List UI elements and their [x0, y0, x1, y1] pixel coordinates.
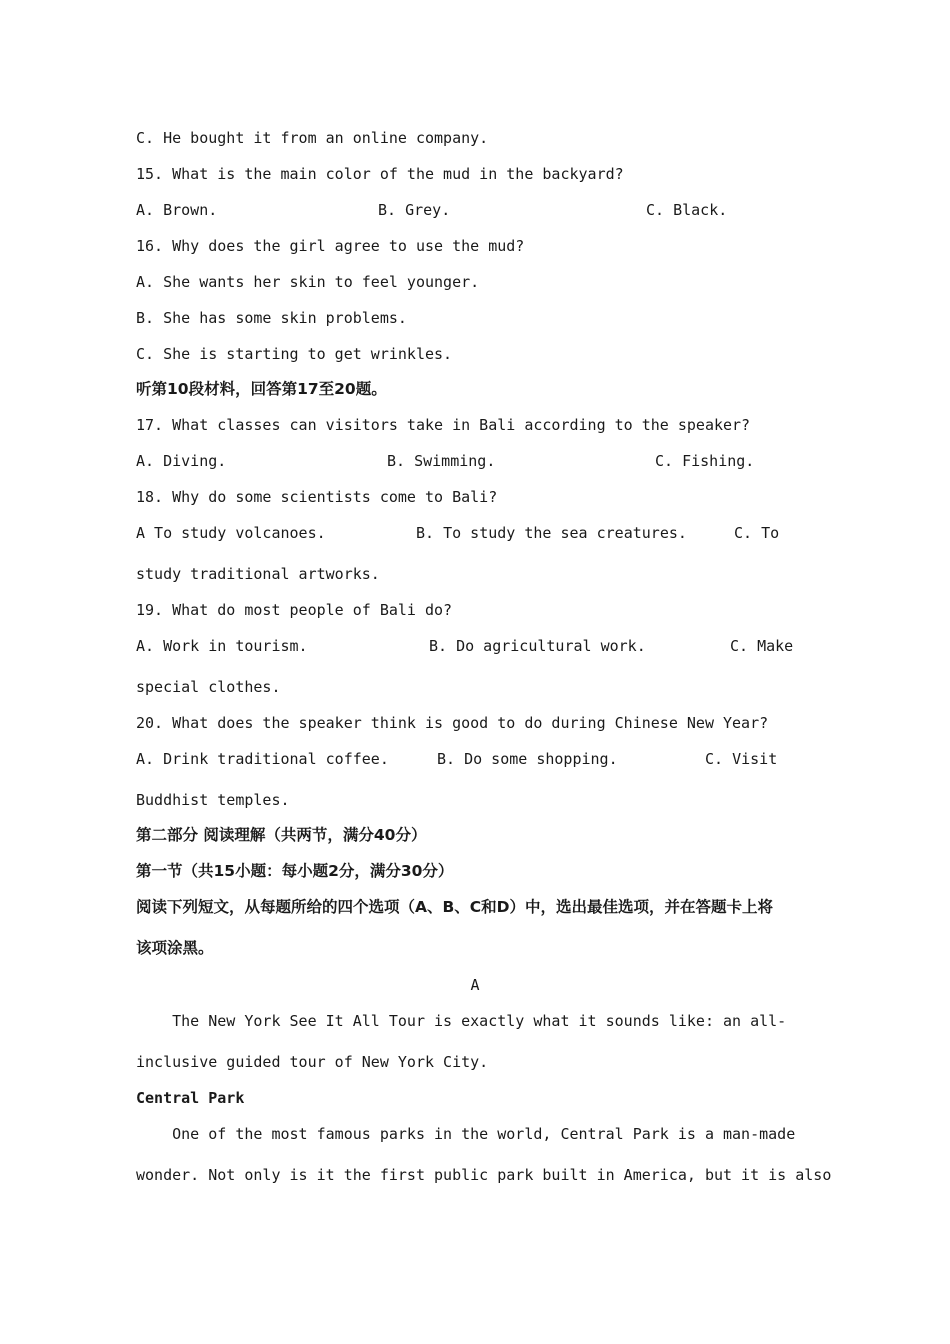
q18-option-c: C. To — [734, 524, 780, 542]
q16-option-c: C. She is starting to get wrinkles. — [136, 345, 453, 363]
part2-instruction-line1: 阅读下列短文，从每题所给的四个选项（A、B、C和D）中，选出最佳选项，并在答题卡上将 — [136, 898, 774, 916]
q14-option-c: C. He bought it from an online company. — [136, 129, 489, 147]
q17-option-a: A. Diving. — [136, 452, 227, 470]
passage-a-intro-line1: The New York See It All Tour is exactly what it sounds like: an all- — [136, 1012, 787, 1030]
section-heading-10: 听第10段材料，回答第17至20题。 — [136, 380, 387, 398]
q18-option-a: A To study volcanoes. — [136, 524, 326, 542]
q17-option-c: C. Fishing. — [655, 452, 755, 470]
q19-option-c-continued: special clothes. — [136, 678, 281, 696]
passage-a-para-line1: One of the most famous parks in the world, Central Park is a man-made — [136, 1125, 796, 1143]
part2-heading: 第二部分 阅读理解（共两节，满分40分） — [136, 826, 427, 844]
passage-a-para-line2: wonder. Not only is it the first public park built in America, but it is also — [136, 1166, 832, 1184]
q20-option-c: C. Visit — [705, 750, 778, 768]
q20-option-b: B. Do some shopping. — [437, 750, 618, 768]
q20-option-a: A. Drink traditional coffee. — [136, 750, 389, 768]
q16-option-b: B. She has some skin problems. — [136, 309, 407, 327]
q15-option-a: A. Brown. — [136, 201, 218, 219]
q19-option-c: C. Make — [730, 637, 794, 655]
q19-option-b: B. Do agricultural work. — [429, 637, 646, 655]
q20-question: 20. What does the speaker think is good to do during Chinese New Year? — [136, 714, 769, 732]
q15-option-c: C. Black. — [646, 201, 728, 219]
passage-a-label: A — [470, 976, 480, 994]
q17-option-b: B. Swimming. — [387, 452, 496, 470]
q17-question: 17. What classes can visitors take in Bali according to the speaker? — [136, 416, 751, 434]
q19-question: 19. What do most people of Bali do? — [136, 601, 453, 619]
q18-question: 18. Why do some scientists come to Bali? — [136, 488, 498, 506]
q15-question: 15. What is the main color of the mud in the backyard? — [136, 165, 624, 183]
q16-question: 16. Why does the girl agree to use the mud? — [136, 237, 525, 255]
part2-section1-heading: 第一节（共15小题：每小题2分，满分30分） — [136, 862, 454, 880]
q15-option-b: B. Grey. — [378, 201, 451, 219]
q18-option-b: B. To study the sea creatures. — [416, 524, 687, 542]
q16-option-a: A. She wants her skin to feel younger. — [136, 273, 480, 291]
part2-instruction-line2: 该项涂黑。 — [136, 939, 214, 957]
q20-option-c-continued: Buddhist temples. — [136, 791, 290, 809]
passage-a-intro-line2: inclusive guided tour of New York City. — [136, 1053, 489, 1071]
q19-option-a: A. Work in tourism. — [136, 637, 308, 655]
passage-a-subheading: Central Park — [136, 1089, 245, 1107]
q18-option-c-continued: study traditional artworks. — [136, 565, 380, 583]
